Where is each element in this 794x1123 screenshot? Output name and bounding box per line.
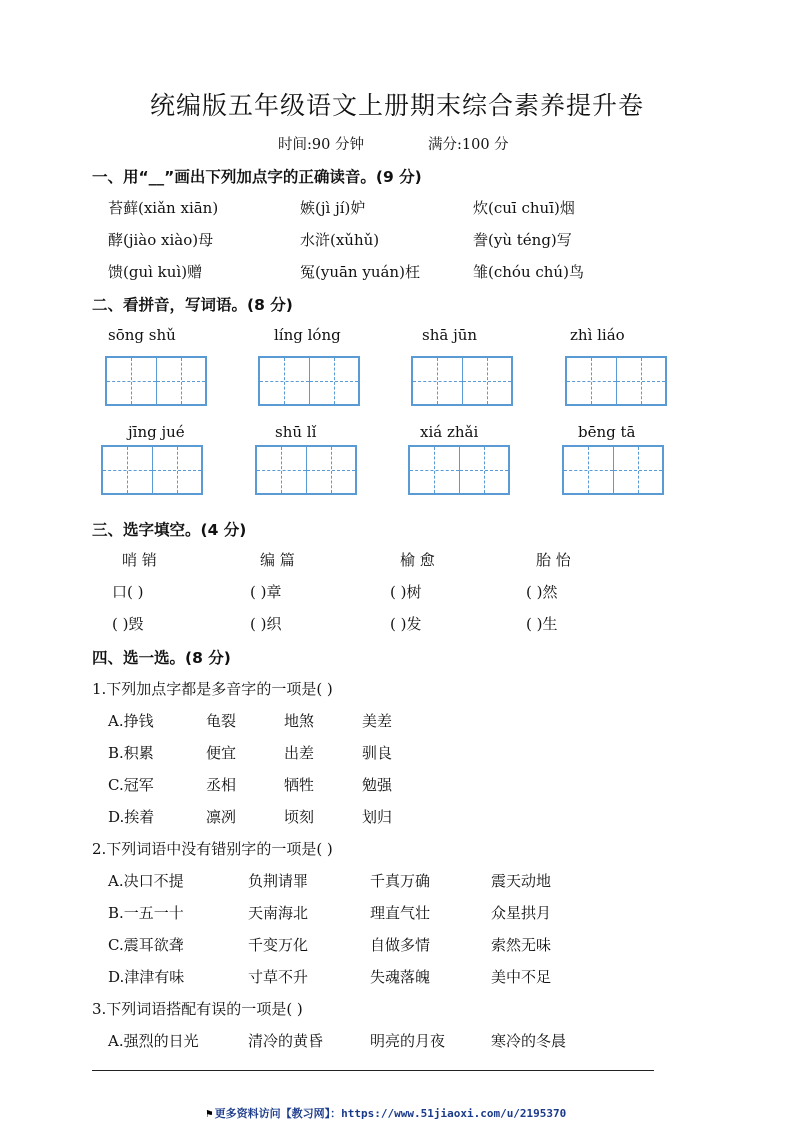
question-3: 3.下列词语搭配有误的一项是( ) [92, 1000, 303, 1018]
blank-item: ( )生 [526, 615, 558, 633]
blank-item: ( )发 [390, 615, 422, 633]
grid-square [257, 447, 306, 493]
choice-characters: 榆 愈 [400, 551, 435, 569]
option-item: 丞相 [206, 776, 237, 794]
pinyin-label: sōng shǔ [108, 326, 176, 344]
section-1-heading: 一、用“__”画出下列加点字的正确读音。(9 分) [92, 168, 422, 186]
grid-square [410, 447, 459, 493]
pronunciation-item: 炊(cuī chuī)烟 [473, 199, 575, 217]
blank-item: ( )章 [250, 583, 282, 601]
option-item: C.震耳欲聋 [108, 936, 184, 954]
option-item: C.冠军 [108, 776, 154, 794]
pinyin-label: líng lóng [274, 326, 341, 344]
pronunciation-item: 馈(guì kuì)赠 [108, 263, 203, 281]
option-item: 震天动地 [491, 872, 552, 890]
pinyin-label: jīng jué [128, 423, 185, 441]
option-item: 美差 [362, 712, 393, 730]
pronunciation-item: 酵(jiào xiào)母 [108, 231, 214, 249]
option-item: 牺牲 [284, 776, 315, 794]
footer-text: 更多资料访问【教习网】：https://www.51jiaoxi.com/u/2195370 [214, 1107, 567, 1120]
blank-item: ( )树 [390, 583, 422, 601]
option-item: A.决口不提 [108, 872, 184, 890]
grid-square [413, 358, 462, 404]
grid-square [306, 447, 356, 493]
option-item: B.一五一十 [108, 904, 184, 922]
option-item: 驯良 [362, 744, 393, 762]
bottom-divider [92, 1070, 654, 1071]
grid-square [616, 358, 666, 404]
grid-square [260, 358, 309, 404]
pronunciation-item: 雏(chóu chú)鸟 [473, 263, 584, 281]
writing-grid-box[interactable] [411, 356, 513, 406]
option-item: 众星拱月 [491, 904, 552, 922]
pinyin-label: shū lǐ [275, 423, 317, 441]
option-item: 千真万确 [370, 872, 431, 890]
pinyin-label: xiá zhǎi [420, 423, 479, 441]
option-item: 勉强 [362, 776, 393, 794]
option-item: 明亮的月夜 [370, 1032, 446, 1050]
option-item: 负荆请罪 [248, 872, 309, 890]
exam-score: 满分:100 分 [428, 137, 509, 153]
grid-square [156, 358, 206, 404]
writing-grid-box[interactable] [565, 356, 667, 406]
grid-square [613, 447, 663, 493]
grid-square [309, 358, 359, 404]
flag-icon: ⚑ [206, 1107, 213, 1120]
option-item: 寸草不升 [248, 968, 309, 986]
section-2-heading: 二、看拼音，写词语。(8 分) [92, 296, 293, 314]
grid-square [152, 447, 202, 493]
writing-grid-box[interactable] [101, 445, 203, 495]
pinyin-label: zhì liáo [570, 326, 625, 344]
option-item: 顷刻 [284, 808, 315, 826]
footer-link[interactable] [206, 1105, 566, 1121]
pinyin-label: bēng tā [578, 423, 636, 441]
writing-grid-box[interactable] [562, 445, 664, 495]
option-item: B.积累 [108, 744, 154, 762]
choice-characters: 编 篇 [260, 551, 295, 569]
option-item: D.津津有味 [108, 968, 185, 986]
option-item: 龟裂 [206, 712, 237, 730]
pronunciation-item: 冤(yuān yuán)枉 [300, 263, 420, 281]
pronunciation-item: 苔藓(xiǎn xiān) [108, 199, 219, 217]
option-item: 理直气壮 [370, 904, 431, 922]
choice-characters: 哨 销 [122, 551, 157, 569]
writing-grid-box[interactable] [258, 356, 360, 406]
option-item: 凛冽 [206, 808, 237, 826]
grid-square [564, 447, 613, 493]
option-item: 寒冷的冬晨 [491, 1032, 567, 1050]
exam-time: 时间:90 分钟 [278, 137, 364, 153]
writing-grid-box[interactable] [255, 445, 357, 495]
pronunciation-item: 誊(yù téng)写 [473, 231, 572, 249]
exam-title: 统编版五年级语文上册期末综合素养提升卷 [149, 91, 644, 120]
option-item: 出差 [284, 744, 315, 762]
section-4-heading: 四、选一选。(8 分) [92, 649, 231, 667]
pronunciation-item: 嫉(jì jí)妒 [300, 199, 366, 217]
option-item: 自做多情 [370, 936, 431, 954]
grid-square [459, 447, 509, 493]
option-item: 天南海北 [248, 904, 309, 922]
option-item: 失魂落魄 [370, 968, 431, 986]
option-item: D.挨着 [108, 808, 155, 826]
option-item: 便宜 [206, 744, 237, 762]
option-item: 千变万化 [248, 936, 309, 954]
section-3-heading: 三、选字填空。(4 分) [92, 521, 247, 539]
option-item: 美中不足 [491, 968, 552, 986]
blank-item: ( )然 [526, 583, 558, 601]
option-item: 划归 [362, 808, 393, 826]
option-item: A.强烈的日光 [108, 1032, 199, 1050]
grid-square [107, 358, 156, 404]
grid-square [567, 358, 616, 404]
grid-square [462, 358, 512, 404]
option-item: 地煞 [284, 712, 315, 730]
blank-item: ( )毁 [112, 615, 144, 633]
pinyin-label: shā jūn [422, 326, 478, 344]
question-2: 2.下列词语中没有错别字的一项是( ) [92, 840, 333, 858]
blank-item: ( )织 [250, 615, 282, 633]
blank-item: 口( ) [112, 583, 144, 601]
writing-grid-box[interactable] [105, 356, 207, 406]
writing-grid-box[interactable] [408, 445, 510, 495]
pronunciation-item: 水浒(xǔhǔ) [300, 231, 380, 249]
option-item: 索然无味 [491, 936, 552, 954]
choice-characters: 胎 怡 [536, 551, 571, 569]
option-item: 清冷的黄昏 [248, 1032, 324, 1050]
option-item: A.挣钱 [108, 712, 154, 730]
question-1: 1.下列加点字都是多音字的一项是( ) [92, 680, 333, 698]
grid-square [103, 447, 152, 493]
